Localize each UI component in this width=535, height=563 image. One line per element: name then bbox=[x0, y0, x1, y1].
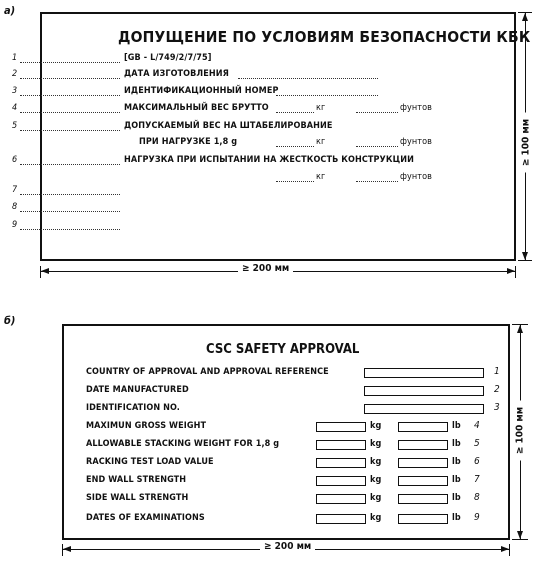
approval-reference: [GB - L/749/2/7/75] bbox=[124, 53, 212, 63]
width-label-b: ≥ 200 мм bbox=[260, 541, 315, 552]
fill-kg-5 bbox=[276, 146, 314, 147]
field-kg bbox=[316, 494, 366, 504]
panel-a-plate bbox=[40, 12, 516, 261]
fill-lb-6 bbox=[356, 181, 398, 182]
label-max-gross-ru: МАКСИМАЛЬНЫЙ ВЕС БРУТТО bbox=[124, 103, 269, 113]
unit-kg: kg bbox=[370, 439, 382, 449]
label-side-wall: SIDE WALL STRENGTH bbox=[86, 493, 189, 503]
marker-b-4: 4 bbox=[474, 420, 480, 431]
marker-3: 3 bbox=[12, 86, 18, 96]
label-stacking-load-ru: ПРИ НАГРУЗКЕ 1,8 g bbox=[139, 137, 238, 147]
label-date-manufactured: DATE MANUFACTURED bbox=[86, 385, 189, 395]
marker-b-2: 2 bbox=[494, 384, 500, 395]
fill-date-ru bbox=[238, 78, 378, 79]
label-country-approval: COUNTRY OF APPROVAL AND APPROVAL REFERENCE bbox=[86, 367, 329, 377]
field-lb bbox=[398, 494, 448, 504]
marker-9: 9 bbox=[12, 220, 18, 230]
marker-7: 7 bbox=[12, 185, 18, 195]
width-label-a: ≥ 200 мм bbox=[238, 263, 293, 274]
marker-b-9: 9 bbox=[474, 512, 480, 523]
marker-4: 4 bbox=[12, 103, 18, 113]
unit-kg: kg bbox=[370, 475, 382, 485]
label-end-wall: END WALL STRENGTH bbox=[86, 475, 187, 485]
unit-kg-5: кг bbox=[316, 137, 326, 147]
marker-b-7: 7 bbox=[474, 474, 480, 485]
field-date-manufactured bbox=[364, 386, 484, 396]
leader-8 bbox=[20, 211, 120, 212]
field-lb bbox=[398, 514, 448, 524]
unit-lb: lb bbox=[452, 439, 461, 449]
label-racking-test: RACKING TEST LOAD VALUE bbox=[86, 457, 214, 467]
marker-b-3: 3 bbox=[494, 402, 500, 413]
field-lb bbox=[398, 422, 448, 432]
fill-lb-5 bbox=[356, 146, 398, 147]
leader-1 bbox=[20, 62, 120, 63]
leader-6 bbox=[20, 164, 120, 165]
field-lb bbox=[398, 476, 448, 486]
panel-a-title: ДОПУЩЕНИЕ ПО УСЛОВИЯМ БЕЗОПАСНОСТИ КБК bbox=[118, 28, 531, 46]
label-stacking-ru: ДОПУСКАЕМЫЙ ВЕС НА ШТАБЕЛИРОВАНИЕ bbox=[124, 121, 333, 131]
fill-id-ru bbox=[276, 95, 378, 96]
field-kg bbox=[316, 440, 366, 450]
panel-b-letter: б) bbox=[4, 314, 16, 327]
unit-lb: lb bbox=[452, 493, 461, 503]
unit-kg-6: кг bbox=[316, 172, 326, 182]
fill-kg-4 bbox=[276, 112, 314, 113]
marker-b-5: 5 bbox=[474, 438, 480, 449]
field-identification bbox=[364, 404, 484, 414]
panel-a-letter: а) bbox=[4, 4, 16, 17]
unit-kg: kg bbox=[370, 493, 382, 503]
unit-kg: kg bbox=[370, 457, 382, 467]
unit-lb: lb bbox=[452, 421, 461, 431]
unit-kg-4: кг bbox=[316, 103, 326, 113]
label-date-manufactured-ru: ДАТА ИЗГОТОВЛЕНИЯ bbox=[124, 69, 229, 79]
label-racking-ru: НАГРУЗКА ПРИ ИСПЫТАНИИ НА ЖЕСТКОСТЬ КОНСТРУКЦИИ bbox=[124, 155, 414, 165]
label-identification-ru: ИДЕНТИФИКАЦИОННЫЙ НОМЕР bbox=[124, 86, 279, 96]
marker-b-8: 8 bbox=[474, 492, 480, 503]
height-label-b: ≥ 100 мм bbox=[515, 401, 526, 461]
marker-2: 2 bbox=[12, 69, 18, 79]
height-label-a: ≥ 100 мм bbox=[521, 113, 532, 173]
marker-b-6: 6 bbox=[474, 456, 480, 467]
marker-6: 6 bbox=[12, 155, 18, 165]
unit-lb: lb bbox=[452, 513, 461, 523]
panel-b-title: CSC SAFETY APPROVAL bbox=[206, 342, 360, 357]
marker-1: 1 bbox=[12, 53, 18, 63]
label-dates-examinations: DATES OF EXAMINATIONS bbox=[86, 513, 205, 523]
marker-b-1: 1 bbox=[494, 366, 500, 377]
unit-lb-5: фунтов bbox=[400, 137, 433, 147]
label-max-gross: MAXIMUN GROSS WEIGHT bbox=[86, 421, 207, 431]
leader-5 bbox=[20, 130, 120, 131]
unit-lb-6: фунтов bbox=[400, 172, 433, 182]
field-lb bbox=[398, 458, 448, 468]
field-kg bbox=[316, 514, 366, 524]
field-kg bbox=[316, 422, 366, 432]
field-kg bbox=[316, 476, 366, 486]
unit-lb-4: фунтов bbox=[400, 103, 433, 113]
label-identification: IDENTIFICATION NO. bbox=[86, 403, 180, 413]
marker-5: 5 bbox=[12, 121, 18, 131]
leader-9 bbox=[20, 229, 120, 230]
leader-2 bbox=[20, 78, 120, 79]
leader-4 bbox=[20, 112, 120, 113]
fill-kg-6 bbox=[276, 181, 314, 182]
field-kg bbox=[316, 458, 366, 468]
leader-7 bbox=[20, 194, 120, 195]
field-lb bbox=[398, 440, 448, 450]
unit-kg: kg bbox=[370, 513, 382, 523]
unit-lb: lb bbox=[452, 457, 461, 467]
unit-kg: kg bbox=[370, 421, 382, 431]
leader-3 bbox=[20, 95, 120, 96]
fill-lb-4 bbox=[356, 112, 398, 113]
field-country-approval bbox=[364, 368, 484, 378]
label-allowable-stacking: ALLOWABLE STACKING WEIGHT FOR 1,8 g bbox=[86, 439, 280, 449]
marker-8: 8 bbox=[12, 202, 18, 212]
unit-lb: lb bbox=[452, 475, 461, 485]
